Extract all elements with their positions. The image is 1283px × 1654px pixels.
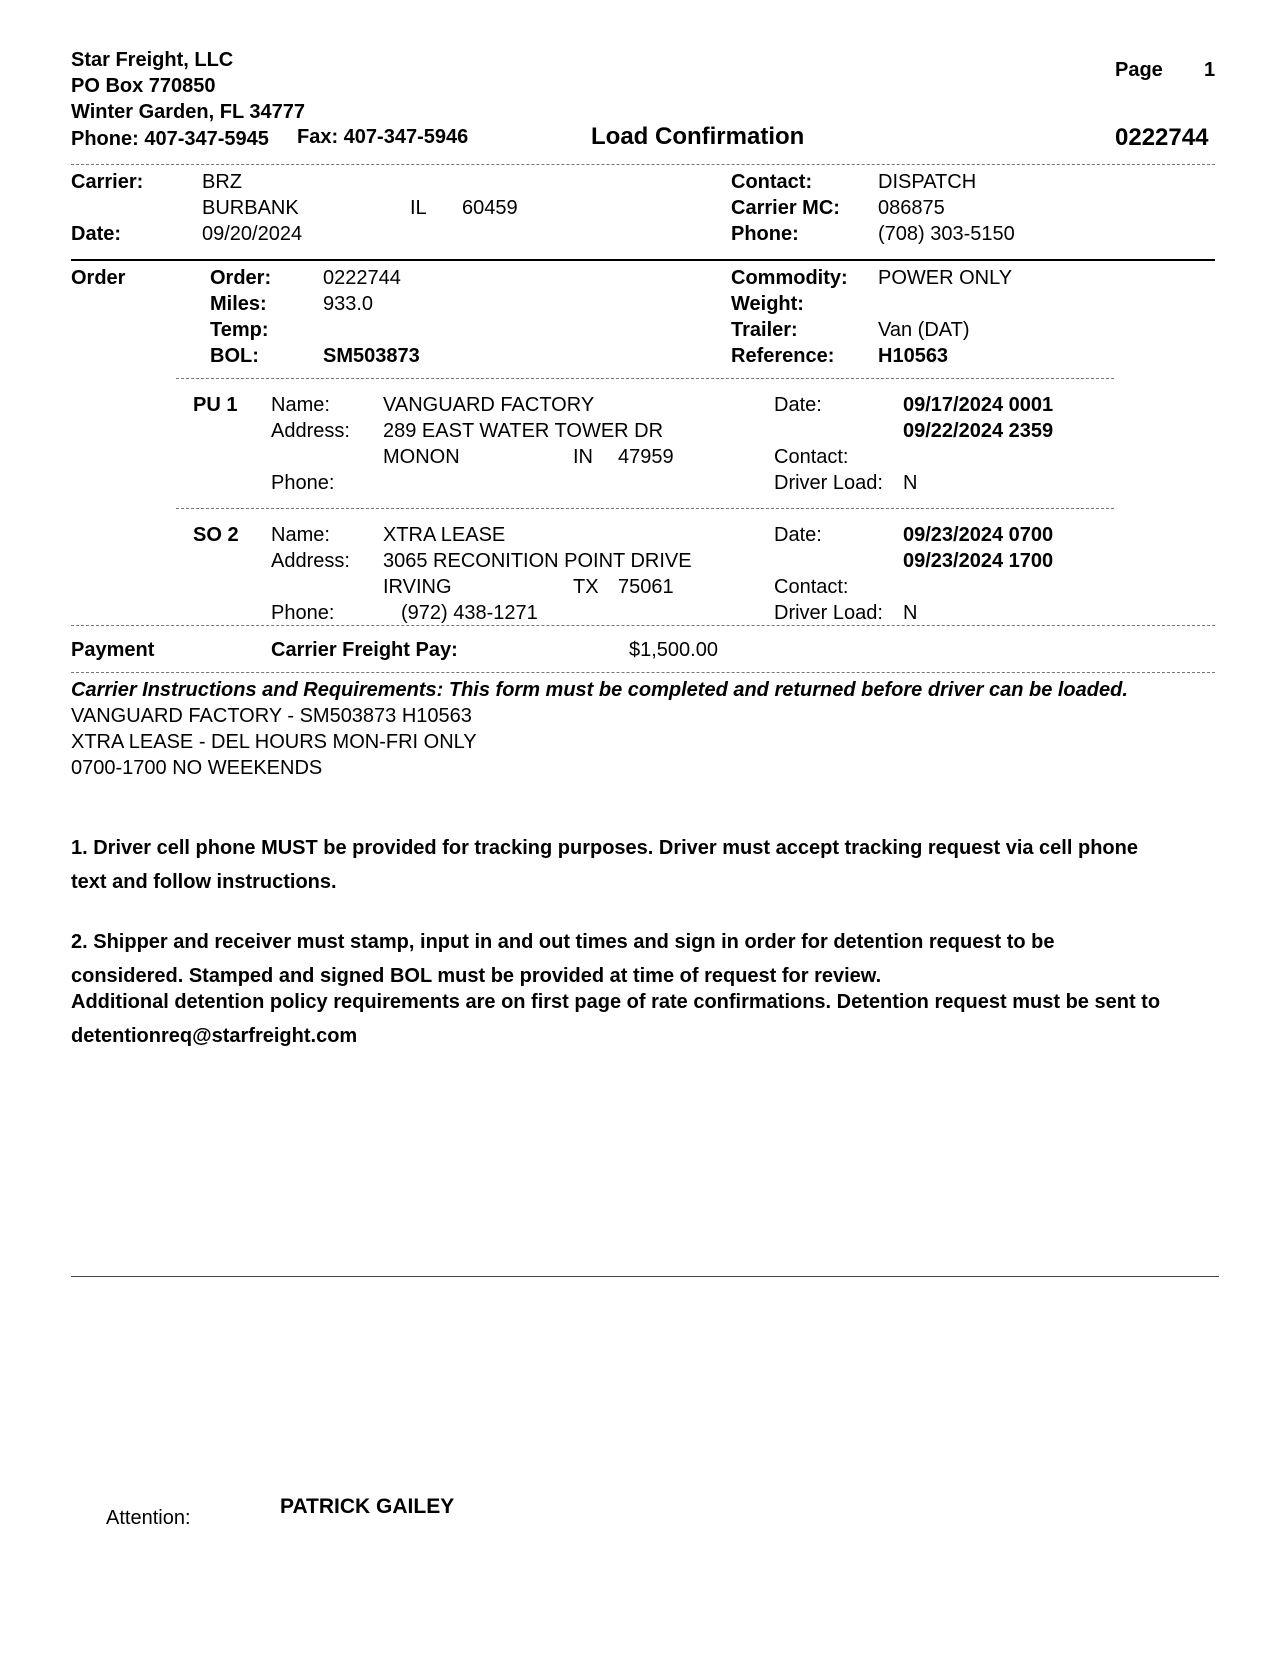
instructions-heading: Carrier Instructions and Requirements: This form must be completed and returned before driver can be loaded. xyxy=(71,679,1128,701)
order-section-label: Order xyxy=(71,267,126,289)
stop-zip: 75061 xyxy=(618,576,674,598)
order-number: 0222744 xyxy=(323,267,401,289)
stop-address-label: Address: xyxy=(271,550,350,572)
stop-city: IRVING xyxy=(383,576,452,598)
company-address-line2: Winter Garden, FL 34777 xyxy=(71,101,305,123)
stop-street: 289 EAST WATER TOWER DR xyxy=(383,420,664,442)
date-label: Date: xyxy=(71,223,122,245)
stop-phone-label: Phone: xyxy=(271,472,335,494)
bol-label: BOL: xyxy=(210,345,259,367)
stop-name: XTRA LEASE xyxy=(383,524,506,546)
carrier-phone: (708) 303-5150 xyxy=(878,223,1015,245)
stop-code: SO 2 xyxy=(193,524,239,546)
order-label: Order: xyxy=(210,267,272,289)
weight-label: Weight: xyxy=(731,293,804,315)
stop-divider xyxy=(176,508,1114,509)
carrier-mc-label: Carrier MC: xyxy=(731,197,840,219)
stop-contact-label: Contact: xyxy=(774,446,849,468)
reference-value: H10563 xyxy=(878,345,949,367)
page-number: 1 xyxy=(1204,59,1216,81)
stop-date-from: 09/17/2024 0001 xyxy=(903,394,1054,416)
trailer-label: Trailer: xyxy=(731,319,798,341)
stop-state: TX xyxy=(573,576,599,598)
carrier-state: IL xyxy=(410,197,427,219)
carrier-divider xyxy=(71,259,1215,261)
carrier-contact: DISPATCH xyxy=(878,171,977,193)
stop-driver-load-label: Driver Load: xyxy=(774,472,883,494)
stops-divider xyxy=(71,625,1215,626)
instruction-line: 0700-1700 NO WEEKENDS xyxy=(71,757,323,779)
commodity-value: POWER ONLY xyxy=(878,267,1013,289)
order-divider xyxy=(176,378,1114,379)
company-name: Star Freight, LLC xyxy=(71,49,234,71)
stop-date-label: Date: xyxy=(774,524,822,546)
commodity-label: Commodity: xyxy=(731,267,848,289)
stop-driver-load-label: Driver Load: xyxy=(774,602,883,624)
stop-phone: (972) 438-1271 xyxy=(401,602,538,624)
miles-label: Miles: xyxy=(210,293,267,315)
stop-city: MONON xyxy=(383,446,460,468)
stop-address-label: Address: xyxy=(271,420,350,442)
payment-divider xyxy=(71,672,1215,673)
carrier-city: BURBANK xyxy=(202,197,299,219)
document-number: 0222744 xyxy=(1115,124,1209,151)
requirement-2-line2: considered. Stamped and signed BOL must be provided at time of request for review. xyxy=(71,965,882,987)
stop-street: 3065 RECONITION POINT DRIVE xyxy=(383,550,692,572)
requirement-1-line2: text and follow instructions. xyxy=(71,871,337,893)
stop-name-label: Name: xyxy=(271,524,330,546)
instruction-line: VANGUARD FACTORY - SM503873 H10563 xyxy=(71,705,472,727)
document-title: Load Confirmation xyxy=(591,123,805,150)
reference-label: Reference: xyxy=(731,345,835,367)
temp-label: Temp: xyxy=(210,319,269,341)
confirmation-date: 09/20/2024 xyxy=(202,223,303,245)
company-phone: Phone: 407-347-5945 xyxy=(71,128,269,150)
stop-driver-load: N xyxy=(903,472,918,494)
bol-value: SM503873 xyxy=(323,345,420,367)
company-address-line1: PO Box 770850 xyxy=(71,75,216,97)
signature-line xyxy=(71,1276,1219,1277)
detention-policy-line1: Additional detention policy requirements are on first page of rate confirmations. Detention request must be sent to xyxy=(71,991,1161,1013)
requirement-2-line1: 2. Shipper and receiver must stamp, input in and out times and sign in order for detention request to be xyxy=(71,931,1055,953)
stop-name-label: Name: xyxy=(271,394,330,416)
header-divider xyxy=(71,164,1215,165)
attention-name: PATRICK GAILEY xyxy=(280,1495,455,1518)
requirement-1-line1: 1. Driver cell phone MUST be provided for tracking purposes. Driver must accept tracking request via cell phone xyxy=(71,837,1138,859)
page-label: Page xyxy=(1115,59,1163,81)
carrier-zip: 60459 xyxy=(462,197,518,219)
instruction-line: XTRA LEASE - DEL HOURS MON-FRI ONLY xyxy=(71,731,477,753)
carrier-label: Carrier: xyxy=(71,171,144,193)
trailer-value: Van (DAT) xyxy=(878,319,970,341)
payment-section-label: Payment xyxy=(71,639,155,661)
stop-date-from: 09/23/2024 0700 xyxy=(903,524,1054,546)
stop-driver-load: N xyxy=(903,602,918,624)
attention-label: Attention: xyxy=(106,1507,191,1529)
carrier-phone-label: Phone: xyxy=(731,223,799,245)
stop-date-label: Date: xyxy=(774,394,822,416)
stop-code: PU 1 xyxy=(193,394,238,416)
carrier-freight-pay-amount: $1,500.00 xyxy=(629,639,718,661)
carrier-freight-pay-label: Carrier Freight Pay: xyxy=(271,639,458,661)
stop-contact-label: Contact: xyxy=(774,576,849,598)
stop-date-to: 09/22/2024 2359 xyxy=(903,420,1054,442)
miles-value: 933.0 xyxy=(323,293,374,315)
company-fax: Fax: 407-347-5946 xyxy=(297,126,469,148)
contact-label: Contact: xyxy=(731,171,813,193)
stop-phone-label: Phone: xyxy=(271,602,335,624)
stop-date-to: 09/23/2024 1700 xyxy=(903,550,1054,572)
stop-state: IN xyxy=(573,446,593,468)
stop-zip: 47959 xyxy=(618,446,674,468)
carrier-name: BRZ xyxy=(202,171,242,193)
stop-name: VANGUARD FACTORY xyxy=(383,394,595,416)
carrier-mc: 086875 xyxy=(878,197,945,219)
detention-policy-email: detentionreq@starfreight.com xyxy=(71,1025,358,1047)
